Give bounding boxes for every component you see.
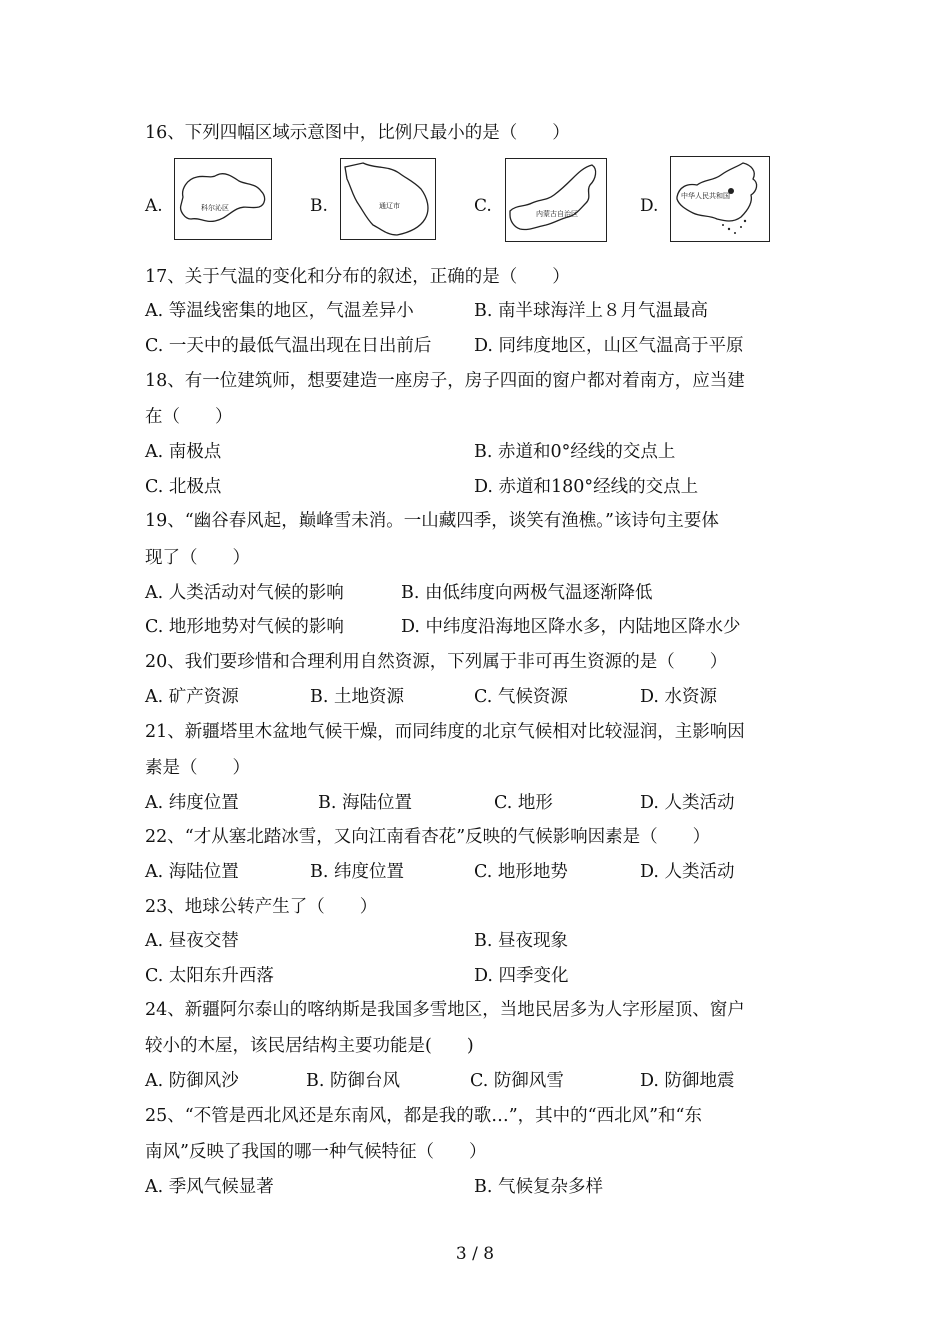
map-a-shape — [175, 159, 271, 239]
q24-option-a: A. 防御风沙 — [145, 1071, 239, 1091]
q17-stem: 17、关于气温的变化和分布的叙述，正确的是（ ） — [145, 267, 570, 287]
q18-option-c: C. 北极点 — [145, 477, 222, 497]
q18-option-a: A. 南极点 — [145, 442, 222, 462]
q19-option-b: B. 由低纬度向两极气温逐渐降低 — [401, 583, 653, 603]
q24-option-d: D. 防御地震 — [640, 1071, 735, 1091]
q16-option-d-label: D. — [640, 196, 659, 216]
map-c-text: 内蒙古自治区 — [536, 210, 578, 218]
q22-stem: 22、“才从塞北踏冰雪，又向江南看杏花”反映的气候影响因素是（ ） — [145, 827, 711, 847]
q21-stem-line2: 素是（ ） — [145, 758, 250, 778]
q19-option-c: C. 地形地势对气候的影响 — [145, 617, 344, 637]
q24-option-c: C. 防御风雪 — [470, 1071, 564, 1091]
q19-option-d: D. 中纬度沿海地区降水多，内陆地区降水少 — [401, 617, 741, 637]
map-b-text: 通辽市 — [379, 202, 400, 210]
q20-stem: 20、我们要珍惜和合理利用自然资源，下列属于非可再生资源的是（ ） — [145, 652, 728, 672]
q18-stem-line1: 18、有一位建筑师，想要建造一座房子，房子四面的窗户都对着南方，应当建 — [145, 371, 745, 391]
q23-option-b: B. 昼夜现象 — [474, 931, 568, 951]
q25-option-a: A. 季风气候显著 — [145, 1177, 274, 1197]
q22-option-b: B. 纬度位置 — [310, 862, 404, 882]
q22-option-c: C. 地形地势 — [474, 862, 568, 882]
q23-option-c: C. 太阳东升西落 — [145, 966, 274, 986]
q24-stem-line2: 较小的木屋，该民居结构主要功能是( ) — [145, 1036, 474, 1056]
q25-option-b: B. 气候复杂多样 — [474, 1177, 603, 1197]
q19-option-a: A. 人类活动对气候的影响 — [145, 583, 344, 603]
q24-stem-line1: 24、新疆阿尔泰山的喀纳斯是我国多雪地区，当地民居多为人字形屋顶、窗户 — [145, 1000, 745, 1020]
q25-stem-line1: 25、“不管是西北风还是东南风，都是我的歌…”，其中的“西北风”和“东 — [145, 1106, 702, 1126]
q23-stem: 23、地球公转产生了（ ） — [145, 897, 378, 917]
q23-option-a: A. 昼夜交替 — [145, 931, 239, 951]
q19-stem-line1: 19、“幽谷春风起，巅峰雪未消。一山藏四季，谈笑有渔樵。”该诗句主要体 — [145, 511, 719, 531]
map-b — [340, 158, 436, 240]
map-b-shape — [341, 159, 435, 239]
q16-option-a-label: A. — [145, 196, 163, 216]
map-d-text: 中华人民共和国 — [681, 192, 730, 200]
q17-option-d: D. 同纬度地区，山区气温高于平原 — [474, 336, 744, 356]
q21-option-c: C. 地形 — [494, 793, 553, 813]
q20-option-d: D. 水资源 — [640, 687, 718, 707]
q18-option-d: D. 赤道和180°经线的交点上 — [474, 477, 699, 497]
map-a-text: 科尔沁区 — [201, 204, 229, 212]
q18-option-b: B. 赤道和0°经线的交点上 — [474, 442, 676, 462]
q20-option-a: A. 矿产资源 — [145, 687, 239, 707]
q20-option-b: B. 土地资源 — [310, 687, 404, 707]
q20-option-c: C. 气候资源 — [474, 687, 568, 707]
page-number: 3 / 8 — [455, 1244, 495, 1264]
q21-option-b: B. 海陆位置 — [318, 793, 412, 813]
q16-stem: 16、下列四幅区域示意图中，比例尺最小的是（ ） — [145, 123, 570, 143]
q22-option-d: D. 人类活动 — [640, 862, 735, 882]
q17-option-a: A. 等温线密集的地区，气温差异小 — [145, 301, 414, 321]
q17-option-c: C. 一天中的最低气温出现在日出前后 — [145, 336, 432, 356]
q16-option-b-label: B. — [310, 196, 328, 216]
map-c — [505, 158, 607, 242]
q19-stem-line2: 现了（ ） — [145, 548, 250, 568]
q21-option-a: A. 纬度位置 — [145, 793, 239, 813]
map-a — [174, 158, 272, 240]
q23-option-d: D. 四季变化 — [474, 966, 569, 986]
q22-option-a: A. 海陆位置 — [145, 862, 239, 882]
q24-option-b: B. 防御台风 — [306, 1071, 400, 1091]
map-d — [670, 156, 770, 242]
q17-option-b: B. 南半球海洋上８月气温最高 — [474, 301, 708, 321]
map-c-shape — [506, 159, 606, 241]
q16-option-c-label: C. — [474, 196, 492, 216]
q25-stem-line2: 南风”反映了我国的哪一种气候特征（ ） — [145, 1142, 487, 1162]
q18-stem-line2: 在（ ） — [145, 407, 233, 427]
q21-option-d: D. 人类活动 — [640, 793, 735, 813]
q21-stem-line1: 21、新疆塔里木盆地气候干燥，而同纬度的北京气候相对比较湿润，主影响因 — [145, 722, 745, 742]
